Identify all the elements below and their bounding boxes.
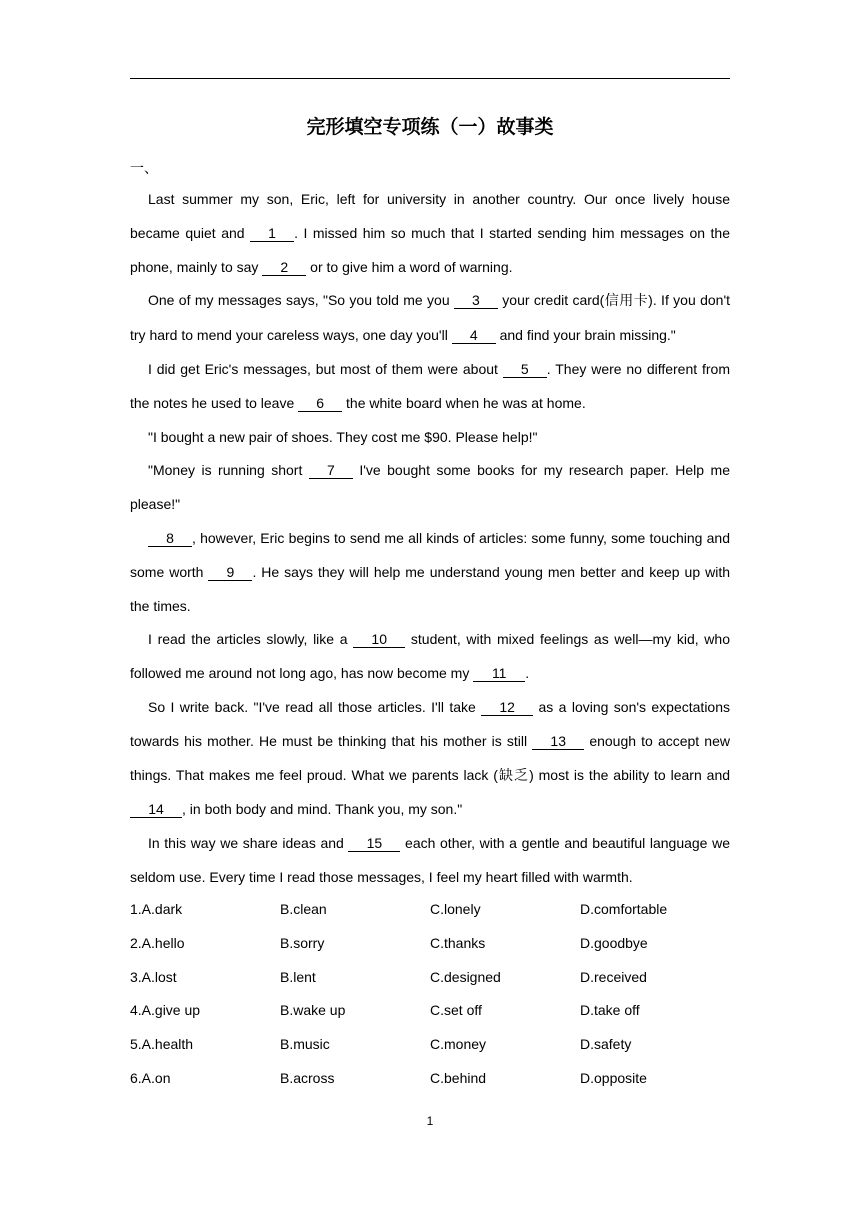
option-b: B.sorry: [280, 934, 325, 951]
blank-8: 8: [148, 530, 192, 547]
paragraph-text: In this way we share ideas and: [148, 835, 349, 852]
option-d: D.comfortable: [580, 901, 668, 917]
paragraph-text: student, with mixed feelings as well—my kid, who followed me around not long ago, has now become my: [130, 631, 730, 682]
paragraph: [130, 691, 730, 827]
option-d: D.goodbye: [580, 934, 648, 951]
option-c: C.thanks: [430, 934, 486, 951]
option-a: 2.A.hello: [130, 934, 185, 951]
option-row: [130, 1028, 730, 1062]
paragraph-text: I did get Eric's messages, but most of them were about: [148, 360, 503, 377]
paragraph-text: ) most is the ability to learn and: [529, 766, 731, 783]
option-a: 6.A.on: [130, 1069, 171, 1086]
option-row: [130, 893, 730, 927]
answer-options: [130, 893, 730, 1096]
option-a: 5.A.health: [130, 1036, 194, 1053]
option-c: C.behind: [430, 1069, 487, 1086]
blank-1: 1: [250, 225, 294, 242]
paragraph-text: and find your brain missing.": [495, 327, 676, 344]
paragraph: [130, 623, 730, 691]
option-a: 4.A.give up: [130, 1002, 201, 1019]
gloss-text: 信用卡: [604, 293, 649, 310]
paragraph: [130, 454, 730, 522]
blank-10: 10: [353, 631, 405, 648]
paragraph-text: I read the articles slowly, like a: [148, 631, 354, 648]
blank-15: 15: [348, 835, 400, 852]
option-c: C.set off: [430, 1002, 482, 1019]
option-b: B.wake up: [280, 1002, 346, 1019]
paragraph-text: I've bought some books for my research paper. Help me please!": [130, 462, 730, 513]
paragraph: [130, 284, 730, 353]
paragraph: [130, 183, 730, 284]
paragraph-text: . He says they will help me understand young men better and keep up with the times.: [130, 563, 730, 614]
option-b: B.across: [280, 1069, 335, 1086]
blank-5: 5: [503, 361, 547, 378]
paragraph: [130, 421, 730, 455]
blank-3: 3: [454, 292, 498, 309]
paragraph-text: One of my messages says, "So you told me you: [148, 292, 454, 309]
option-b: B.clean: [280, 901, 327, 917]
paragraph: [130, 827, 730, 895]
blank-6: 6: [298, 395, 342, 412]
option-d: D.safety: [580, 1036, 632, 1053]
paragraph: [130, 522, 730, 623]
paragraph-text: . I missed him so much that I started sending him messages on the phone, mainly to say: [130, 224, 730, 275]
blank-7: 7: [309, 462, 353, 479]
blank-11: 11: [473, 665, 525, 682]
paragraph-text: "Money is running short: [148, 462, 309, 479]
paragraph-text: , in both body and mind. Thank you, my son.": [182, 801, 463, 818]
option-row: [130, 1062, 730, 1096]
paragraph-text: . They were no different from the notes he used to leave: [130, 360, 730, 411]
option-row: [130, 961, 730, 995]
paragraph-text: So I write back. "I've read all those articles. I'll take: [148, 698, 482, 715]
paragraph-text: your credit card(: [497, 292, 605, 309]
paragraph-text: .: [525, 665, 530, 682]
blank-13: 13: [532, 733, 584, 750]
option-c: C.money: [430, 1036, 487, 1053]
passage: [130, 183, 730, 895]
paragraph-text: ). If you don't try hard to mend your careless ways, one day you'll: [130, 292, 731, 344]
paragraph-text: the white board when he was at home.: [342, 394, 586, 411]
blank-4: 4: [452, 327, 496, 344]
paragraph-text: each other, with a gentle and beautiful language we seldom use. Every time I read those messages, I feel my heart filled with warmth.: [130, 835, 730, 885]
option-c: C.lonely: [430, 901, 481, 917]
gloss-text: 缺乏: [497, 767, 530, 784]
section-number: 一、: [130, 161, 158, 177]
option-b: B.lent: [280, 968, 316, 985]
blank-9: 9: [208, 564, 252, 581]
paragraph-text: or to give him a word of warning.: [306, 258, 513, 275]
blank-12: 12: [481, 699, 533, 716]
blank-14: 14: [130, 801, 182, 818]
paragraph-text: enough to accept new things. That makes me feel proud. What we parents lack (: [130, 732, 730, 783]
page-title: 完形填空专项练（一）故事类: [306, 116, 554, 138]
paragraph-text: , however, Eric begins to send me all kinds of articles: some funny, some touching and some worth: [130, 529, 730, 580]
blank-2: 2: [262, 259, 306, 276]
header-rule: [130, 78, 730, 79]
option-row: [130, 994, 730, 1028]
paragraph-text: Last summer my son, Eric, left for university in another country. Our once lively house became quiet and: [130, 191, 730, 241]
page-number: 1: [426, 1114, 434, 1128]
option-d: D.opposite: [580, 1069, 647, 1086]
paragraph-text: as a loving son's expectations towards his mother. He must be thinking that his mother is still: [130, 698, 730, 749]
option-d: D.received: [580, 968, 647, 985]
option-b: B.music: [280, 1036, 330, 1053]
option-c: C.designed: [430, 968, 501, 985]
option-a: 3.A.lost: [130, 968, 177, 985]
option-a: 1.A.dark: [130, 901, 183, 917]
option-d: D.take off: [580, 1002, 640, 1019]
paragraph-text: "I bought a new pair of shoes. They cost me $90. Please help!": [148, 428, 538, 445]
paragraph: [130, 353, 730, 421]
option-row: [130, 927, 730, 961]
